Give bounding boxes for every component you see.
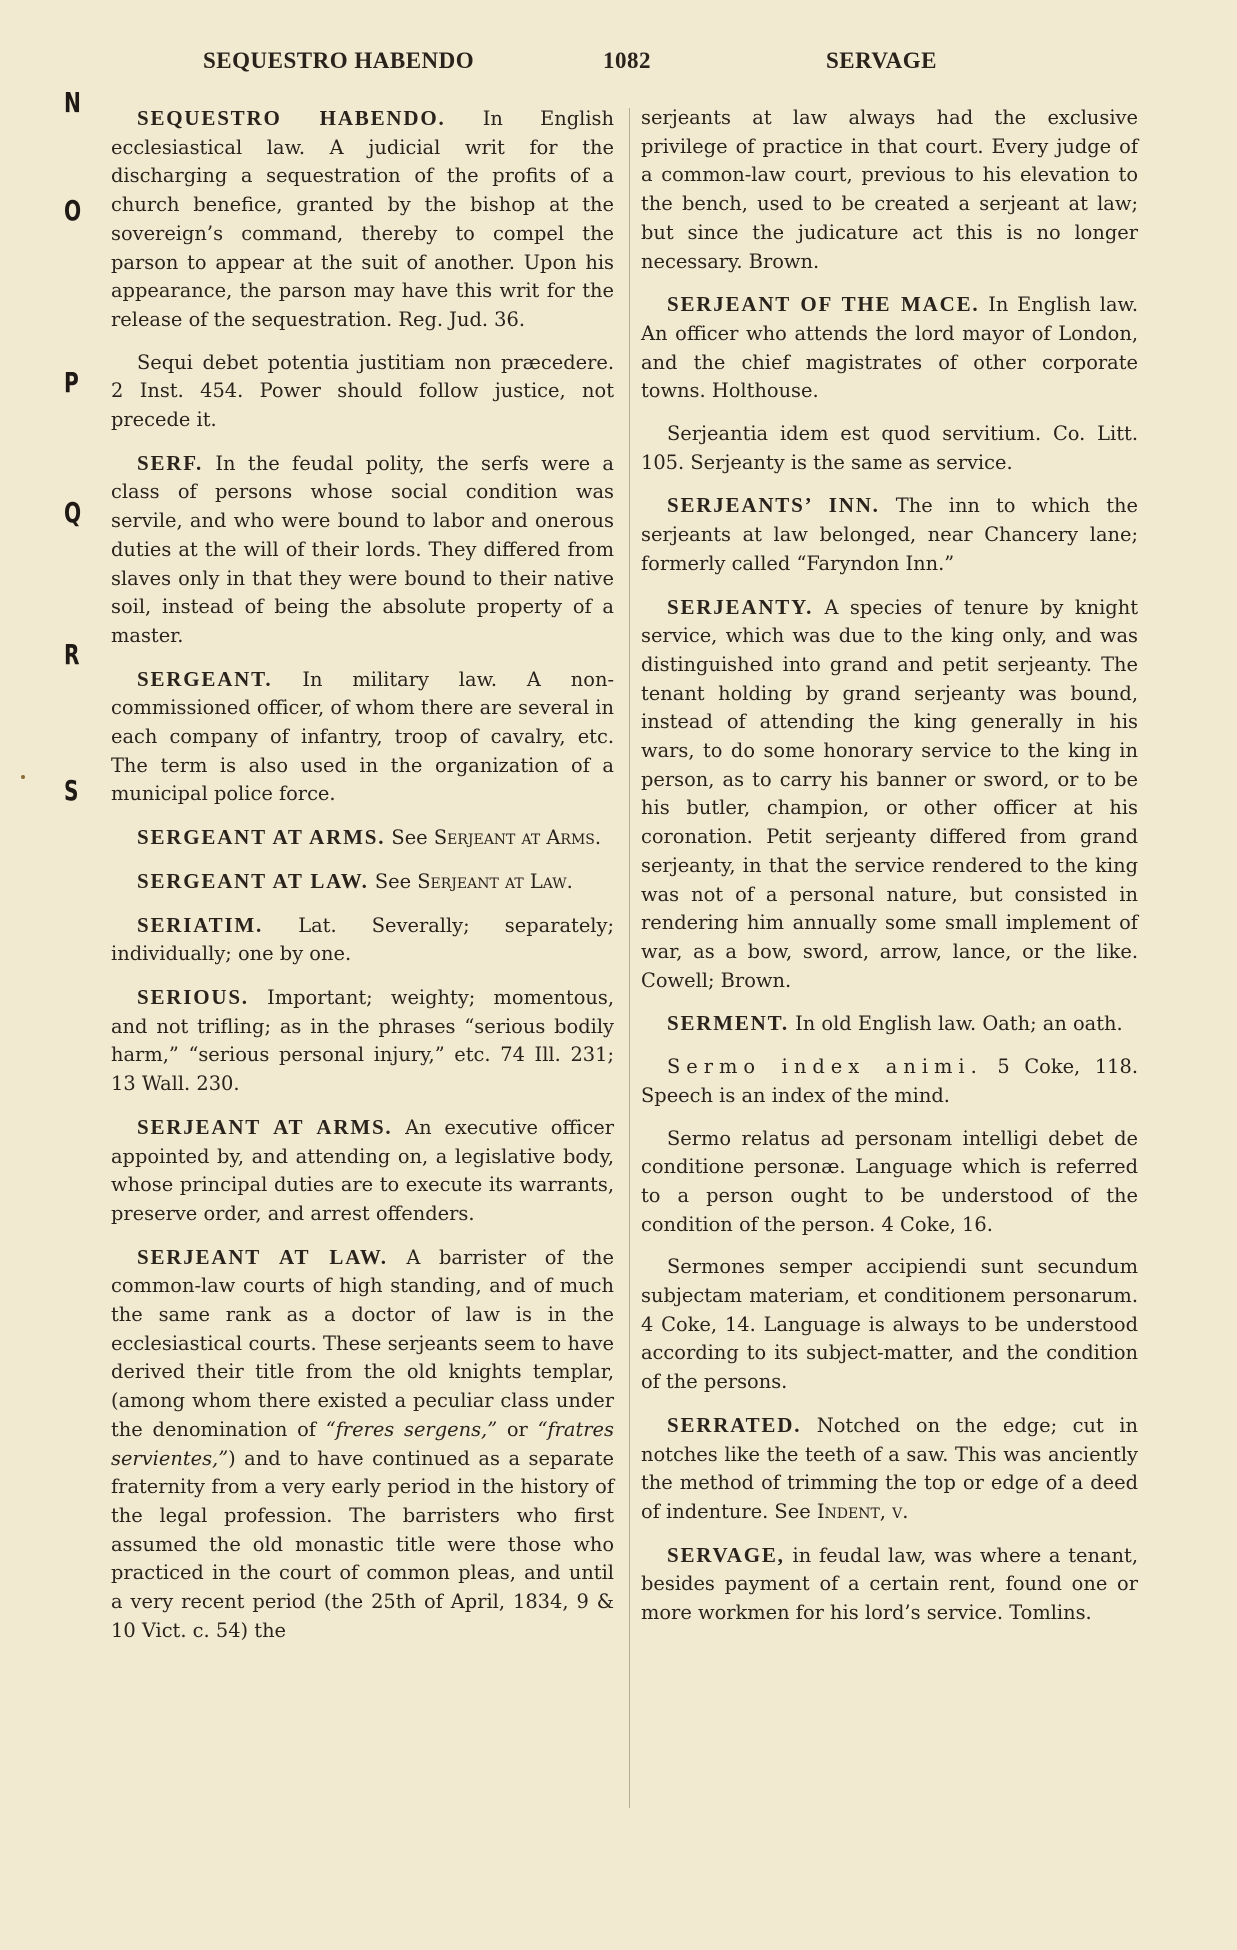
thumb-letter-r: R <box>64 638 80 671</box>
entry-serjeanty: SERJEANTY. A species of tenure by knight service, which was due to the king only, and was distinguished into grand and petit serjeanty. The tenant holding by grand serjeanty was bound, instead of attending the king generally in his wars, to do some honorary service to the king in person, as to carry his banner or sword, or to be his butler, champion, or other officer at his coronation. Petit serjeanty differed from grand serjeanty, in that the service rendered to the king was not of a personal nature, but consisted in rendering him annually some small implement of war, as a bow, sword, arrow, lance, or the like. Cowell; Brown. <box>641 594 1138 992</box>
thumb-letter-n: N <box>64 86 81 119</box>
entry-serjeant-at-arms: SERJEANT AT ARMS. An executive officer appointed by, and attending on, a legislative body, whose principal duties are to execute its warrants, preserve order, and arrest offenders. <box>111 1114 614 1225</box>
running-header <box>0 44 1237 78</box>
maxim-serjeantia: Serjeantia idem est quod servitium. Co. Litt. 105. Serjeanty is the same as service. <box>641 422 1138 474</box>
right-column <box>641 104 1138 1642</box>
entry-serious: SERIOUS. Important; weighty; momentous, and not trifling; as in the phrases “serious bodily harm,” “serious personal injury,” etc. 74 Ill. 231; 13 Wall. 230. <box>111 984 614 1096</box>
cross-reference-link[interactable]: Serjeant at Arms. <box>433 826 602 850</box>
entry-sequestro-habendo: SEQUESTRO HABENDO. In English ecclesiastical law. A judicial writ for the discharging a sequestration of the profits of a church benefice, granted by the bishop at the sovereign’s command, thereby to compel the parson to appear at the suit of another. Upon his appearance, the parson may have this writ for the release of the sequestration. Reg. Jud. 36. <box>111 106 614 331</box>
left-column <box>111 104 614 1659</box>
ink-speck <box>21 775 25 779</box>
thumb-index <box>56 86 96 826</box>
entry-serjeant-at-law: SERJEANT AT LAW. A barrister of the common-law courts of high standing, and of much the same rank as a doctor of law is in the ecclesiastical courts. These serjeants seem to have derived their title from the old knights templar, (among whom there existed a peculiar class under the denomination of “freres sergens,” or “fratres servientes,”) and to have continued as a separate fraternity from a very early period in the history of the legal profession. The barristers who first assumed the old monastic title were those who practiced in the court of common pleas, and until a very recent period (the 25th of April, 1834, 9 & 10 Vict. c. 54) the <box>111 1244 614 1642</box>
entry-seriatim: SERIATIM. Lat. Severally; separately; individually; one by one. <box>111 912 614 966</box>
entry-serjeant-of-the-mace: SERJEANT OF THE MACE. In English law. An officer who attends the lord mayor of London, and the chief magistrates of other corporate towns. Holthouse. <box>641 292 1138 403</box>
entry-sergeant: SERGEANT. In military law. A non-commissioned officer, of whom there are several in each company of infantry, troop of cavalry, etc. The term is also used in the organization of a municipal police force. <box>111 666 614 806</box>
header-last-term: SERVAGE <box>826 48 937 73</box>
entry-serrated: SERRATED. Notched on the edge; cut in notches like the teeth of a saw. This was anciently the method of trimming the top or edge of a deed of indenture. See Indent, v. <box>641 1412 1138 1523</box>
maxim-sequi-debet: Sequi debet potentia justitiam non præcedere. 2 Inst. 454. Power should follow justice, not precede it. <box>111 350 614 432</box>
cross-reference-link[interactable]: Indent, v. <box>816 1499 909 1523</box>
page-number: 1082 <box>603 48 651 73</box>
entry-serf: SERF. In the feudal polity, the serfs were a class of persons whose social condition was servile, and who were bound to labor and onerous duties at the will of their lords. They differed from slaves only in that they were bound to their native soil, instead of being the absolute property of a master. <box>111 450 614 647</box>
column-rule <box>629 108 630 1808</box>
entry-serjeant-at-law-continued: serjeants at law always had the exclusive privilege of practice in that court. Every judge of a common-law court, previous to his elevation to the bench, used to be created a serjeant at law; but since the judicature act this is no longer necessary. Brown. <box>641 106 1138 273</box>
header-first-term: SEQUESTRO HABENDO <box>203 48 475 73</box>
maxim-sermones-semper: Sermones semper accipiendi sunt secundum subjectam materiam, et conditionem personarum. 4 Coke, 14. Language is always to be understood according to its subject-matter, and the condition of the persons. <box>641 1255 1138 1394</box>
thumb-letter-p: P <box>64 366 79 399</box>
entry-sergeant-at-law: SERGEANT AT LAW. See Serjeant at Law. <box>137 868 573 893</box>
entry-serjeants-inn: SERJEANTS’ INN. The inn to which the serjeants at law belonged, near Chancery lane; formerly called “Faryndon Inn.” <box>641 493 1138 575</box>
entry-serment: SERMENT. In old English law. Oath; an oath. <box>667 1011 1123 1036</box>
cross-reference-link[interactable]: Serjeant at Law. <box>417 869 573 893</box>
entry-servage: SERVAGE, in feudal law, was where a tenant, besides payment of a certain rent, found one or more workmen for his lord’s service. Tomlins. <box>641 1542 1138 1625</box>
maxim-sermo-index: Sermo index animi. 5 Coke, 118. Speech is an index of the mind. <box>641 1055 1138 1107</box>
maxim-sermo-relatus: Sermo relatus ad personam intelligi debet de conditione personæ. Language which is referred to a person ought to be understood of the condition of the person. 4 Coke, 16. <box>641 1126 1138 1236</box>
thumb-letter-s: S <box>64 774 79 807</box>
thumb-letter-o: O <box>64 194 82 227</box>
entry-sergeant-at-arms: SERGEANT AT ARMS. See Serjeant at Arms. <box>137 825 602 850</box>
thumb-letter-q: Q <box>64 496 82 529</box>
